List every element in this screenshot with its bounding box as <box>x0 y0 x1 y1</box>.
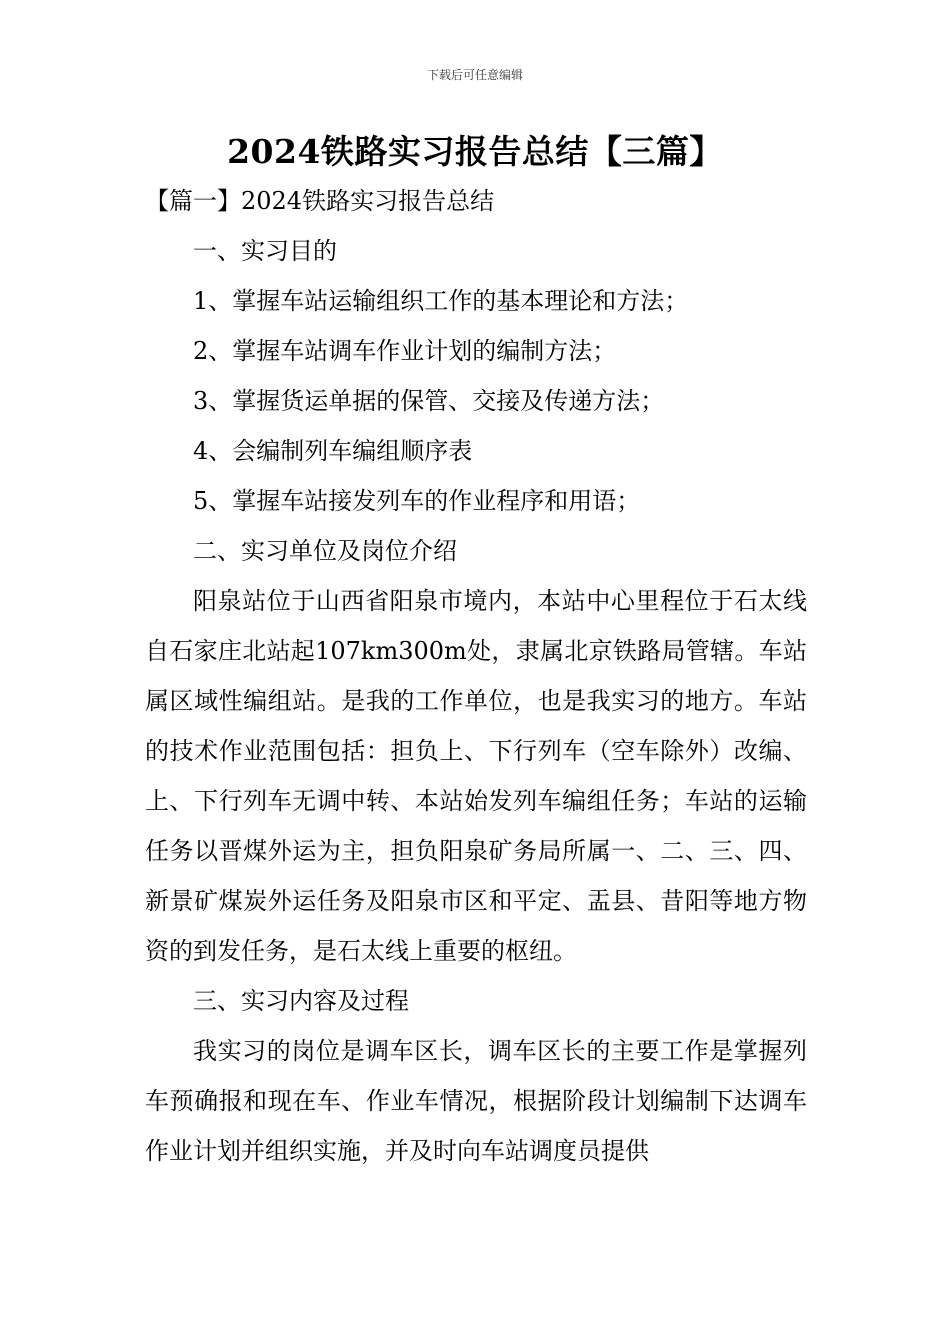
list-item: 3、掌握货运单据的保管、交接及传递方法； <box>193 387 665 415</box>
list-item: 1、掌握车站运输组织工作的基本理论和方法； <box>193 287 689 315</box>
heading-content-process: 三、实习内容及过程 <box>193 987 409 1015</box>
list-item: 5、掌握车站接发列车的作业程序和用语； <box>193 487 641 515</box>
document-body <box>145 176 807 1176</box>
paragraph-station-introduction: 阳泉站位于山西省阳泉市境内，本站中心里程位于石太线自石家庄北站起107km300m处，隶属北京铁路局管辖。车站属区域性编组站。是我的工作单位，也是我实习的地方。车站的技术作业范围包括：担负上、下行列车（空车除外）改编、上、下行列车无调中转、本站始发列车编组任务；车站的运输任务以晋煤外运为主，担负阳泉矿务局所属一、二、三、四、新景矿煤炭外运任务及阳泉市区和平定、盂县、昔阳等地方物资的到发任务，是石太线上重要的枢纽。 <box>145 587 807 965</box>
paragraph-job-description: 我实习的岗位是调车区长，调车区长的主要工作是掌握列车预确报和现在车、作业车情况，根据阶段计划编制下达调车作业计划并组织实施，并及时向车站调度员提供 <box>145 1037 807 1165</box>
heading-unit-introduction: 二、实习单位及岗位介绍 <box>193 537 457 565</box>
heading-internship-purpose: 一、实习目的 <box>193 237 337 265</box>
list-item: 2、掌握车站调车作业计划的编制方法； <box>193 337 617 365</box>
header-note: 下载后可任意编辑 <box>426 68 523 82</box>
list-item: 4、会编制列车编组顺序表 <box>193 437 473 465</box>
document-title: 2024铁路实习报告总结【三篇】 <box>227 132 723 171</box>
section-heading: 【篇一】2024铁路实习报告总结 <box>145 187 495 215</box>
